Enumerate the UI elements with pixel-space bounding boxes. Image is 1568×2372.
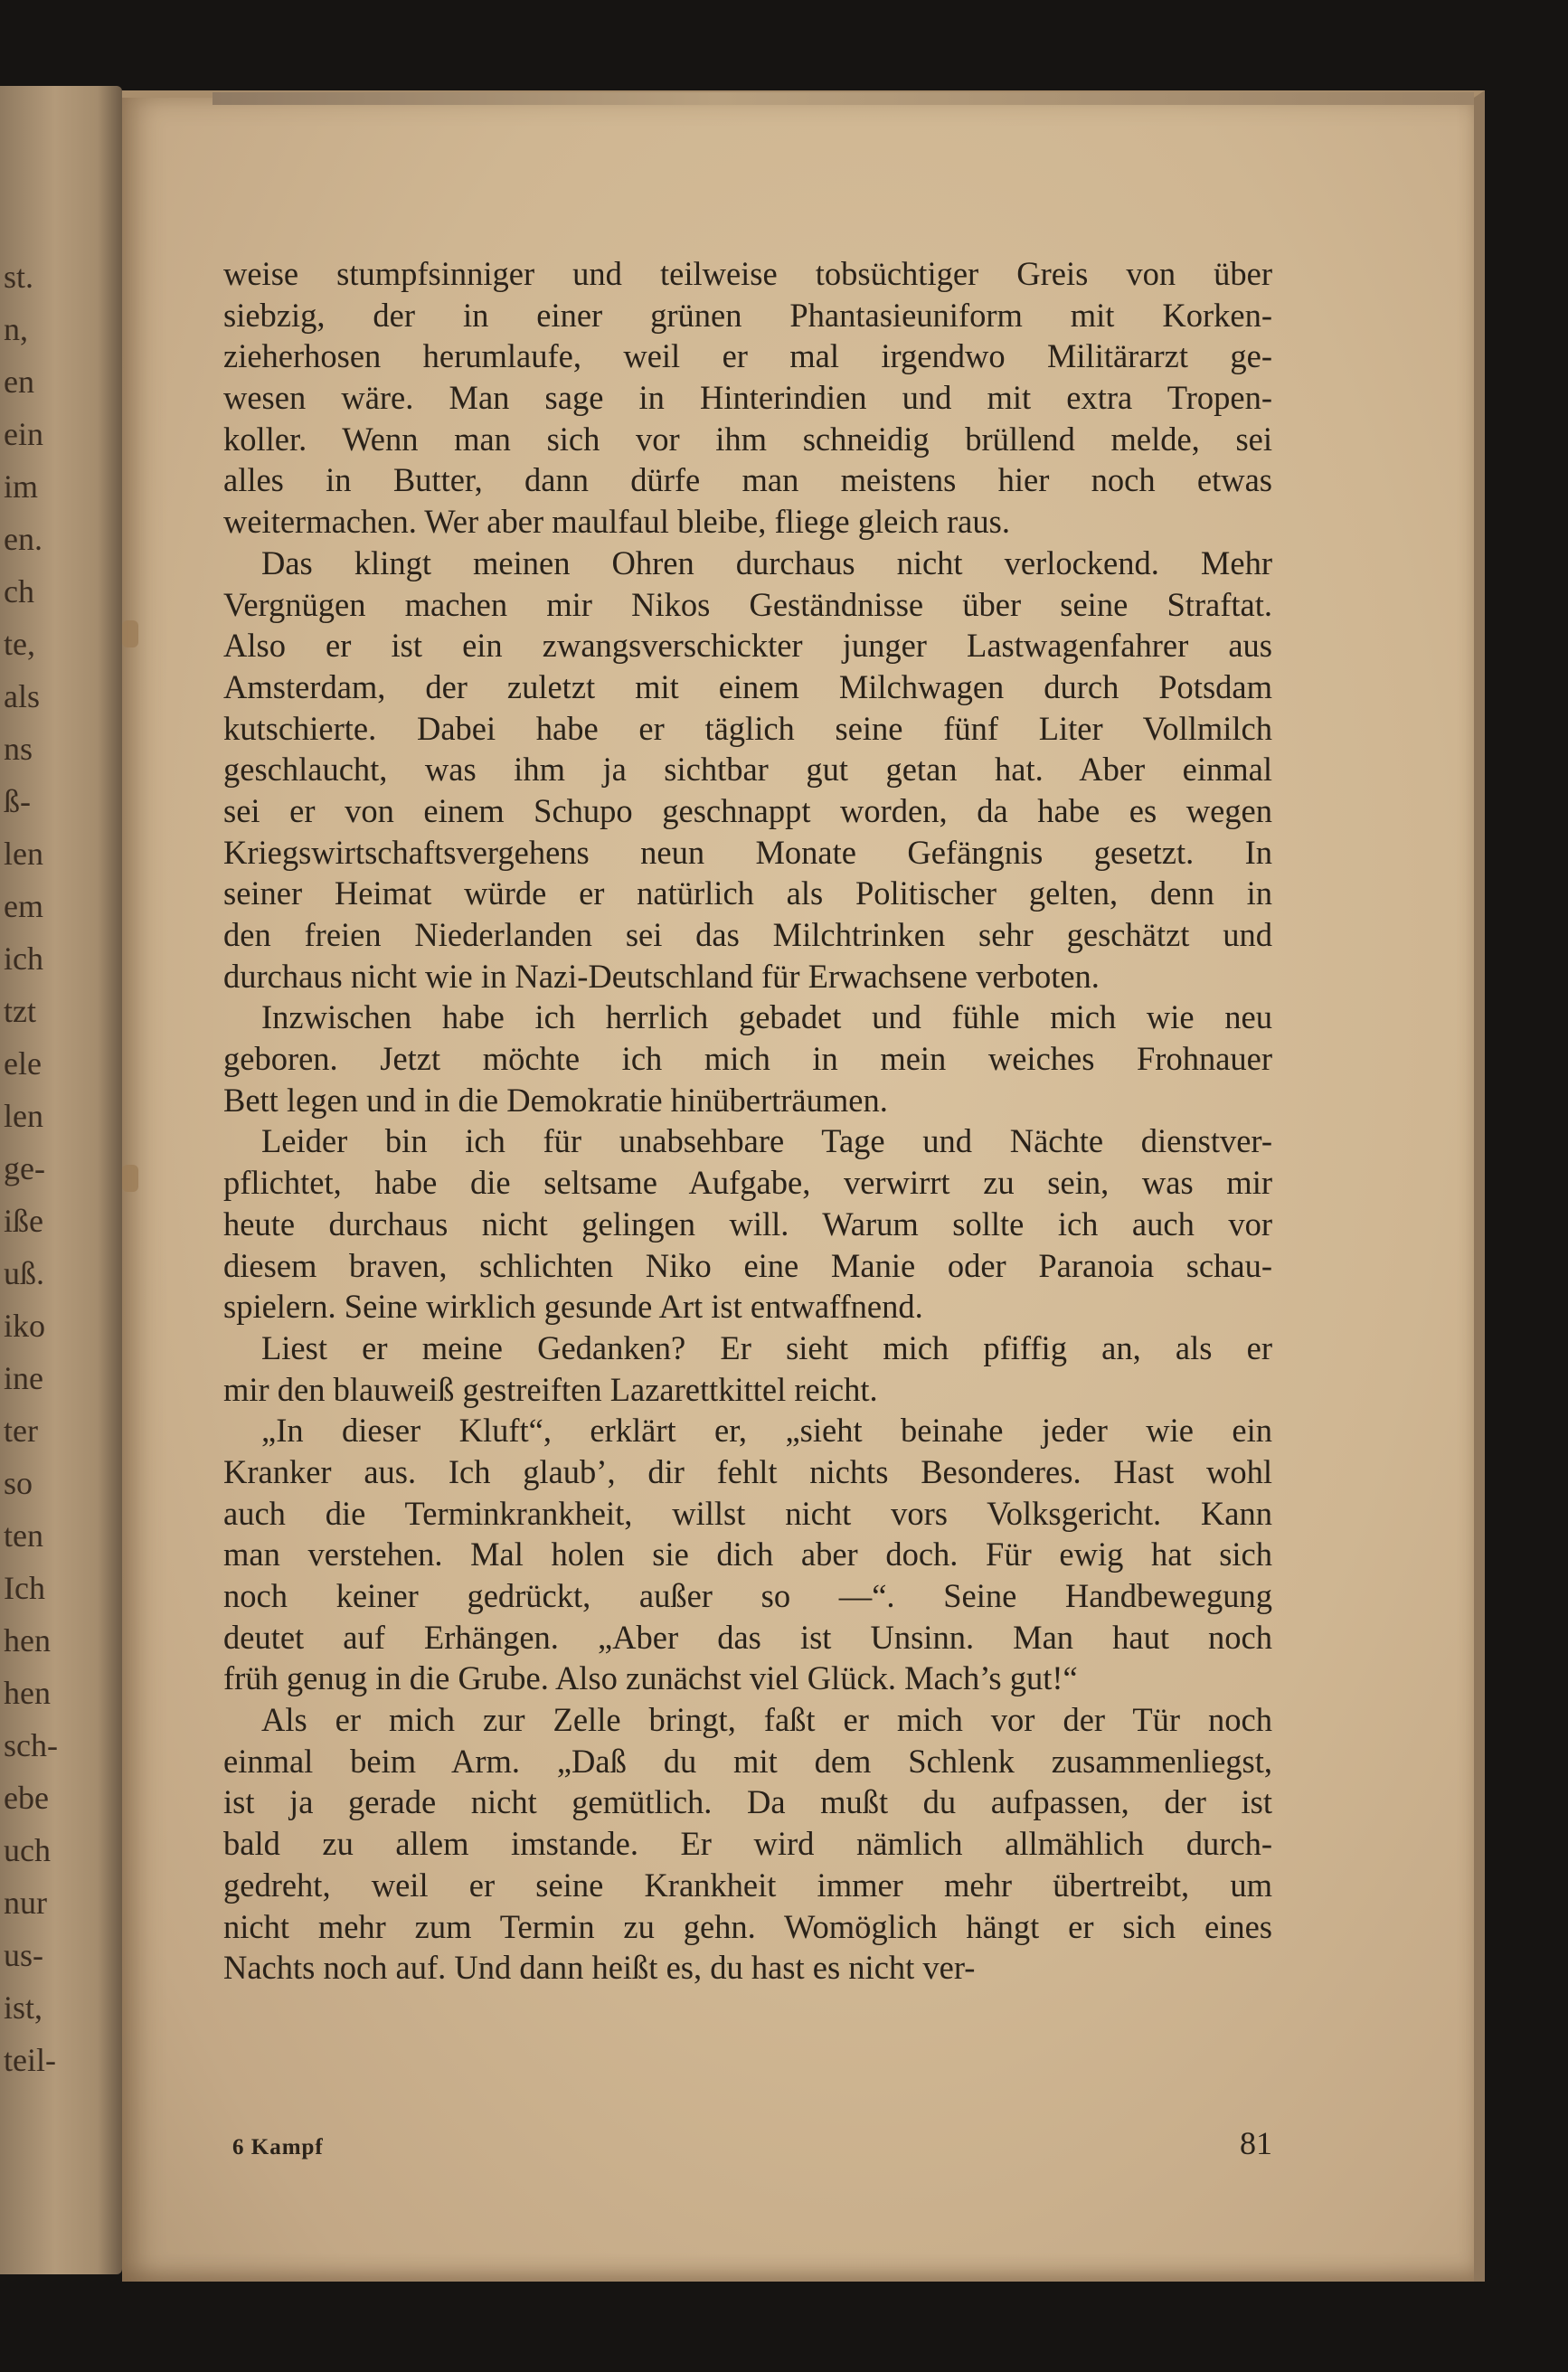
- text-line: weitermachen. Wer aber maulfaul bleibe, fliege gleich raus.: [223, 503, 1010, 541]
- previous-page-fragment: ein: [4, 416, 43, 452]
- previous-page-fragment: ich: [4, 940, 43, 977]
- previous-page-fragment: ter: [4, 1413, 38, 1449]
- text-line: Liest er meine Gedanken? Er sieht mich pfiffig an, als er: [261, 1328, 1272, 1366]
- text-line: deutet auf Erhängen. „Aber das ist Unsinn. Man haut noch: [223, 1618, 1272, 1656]
- text-line: den freien Niederlanden sei das Milchtrinken sehr geschätzt und: [223, 916, 1272, 953]
- text-line: Nachts noch auf. Und dann heißt es, du hast es nicht ver-: [223, 1949, 976, 1987]
- text-line: durchaus nicht wie in Nazi-Deutschland für Erwachsene verboten.: [223, 957, 1100, 995]
- previous-page-fragment: ß-: [4, 783, 31, 819]
- text-line: mir den blauweiß gestreiften Lazarettkittel reicht.: [223, 1370, 878, 1408]
- text-line: pflichtet, habe die seltsame Aufgabe, verwirrt zu sein, was mir: [223, 1164, 1272, 1202]
- previous-page-fragment: teil-: [4, 2042, 56, 2078]
- gutter-mark: [122, 1165, 138, 1192]
- previous-page-fragment: sch-: [4, 1727, 58, 1763]
- previous-page-fragment: ns: [4, 731, 33, 767]
- page-top-edge: [213, 92, 1474, 105]
- text-line: Das klingt meinen Ohren durchaus nicht verlockend. Mehr: [261, 543, 1272, 581]
- previous-page-fragment: Ich: [4, 1570, 45, 1606]
- text-line: diesem braven, schlichten Niko eine Manie oder Paranoia schau-: [223, 1246, 1272, 1284]
- gutter-mark: [122, 620, 138, 647]
- text-line: weise stumpfsinniger und teilweise tobsüchtiger Greis von über: [223, 255, 1272, 292]
- text-line: wesen wäre. Man sage in Hinterindien und mit extra Tropen-: [223, 379, 1272, 417]
- previous-page-fragment: st.: [4, 259, 34, 295]
- text-line: auch die Terminkrankheit, willst nicht vors Volksgericht. Kann: [223, 1494, 1272, 1532]
- previous-page-fragment: ele: [4, 1045, 42, 1082]
- previous-page-edge: [0, 86, 122, 2274]
- previous-page-fragment: iße: [4, 1203, 43, 1239]
- text-line: ist ja gerade nicht gemütlich. Da mußt du aufpassen, der ist: [223, 1783, 1272, 1821]
- previous-page-fragment: als: [4, 678, 40, 714]
- text-line: Kriegswirtschaftsvergehens neun Monate Gefängnis gesetzt. In: [223, 833, 1272, 871]
- previous-page-fragment: ebe: [4, 1780, 49, 1816]
- text-line: geschlaucht, was ihm ja sichtbar gut getan hat. Aber einmal: [223, 751, 1272, 789]
- previous-page-fragment: ten: [4, 1517, 43, 1554]
- previous-page-fragment: uß.: [4, 1255, 44, 1291]
- text-line: seiner Heimat würde er natürlich als Politischer gelten, denn in: [223, 874, 1272, 912]
- book-page: [122, 90, 1485, 2282]
- text-line: alles in Butter, dann dürfe man meistens hier noch etwas: [223, 461, 1272, 499]
- previous-page-fragment: en: [4, 364, 34, 400]
- text-line: sei er von einem Schupo geschnappt worden, da habe es wegen: [223, 791, 1272, 829]
- previous-page-fragment: tzt: [4, 993, 36, 1029]
- text-line: Vergnügen machen mir Nikos Geständnisse über seine Straftat.: [223, 585, 1272, 623]
- previous-page-fragment: ge-: [4, 1150, 45, 1186]
- previous-page-fragment: len: [4, 836, 43, 872]
- previous-page-fragment: ch: [4, 573, 34, 610]
- body-text: [223, 253, 1272, 1989]
- text-line: spielern. Seine wirklich gesunde Art ist entwaffnend.: [223, 1288, 923, 1326]
- text-line: man verstehen. Mal holen sie dich aber doch. Für ewig hat sich: [223, 1536, 1272, 1573]
- text-line: noch keiner gedrückt, außer so —“. Seine Handbewegung: [223, 1577, 1272, 1614]
- text-line: koller. Wenn man sich vor ihm schneidig brüllend melde, sei: [223, 420, 1272, 458]
- text-line: Inzwischen habe ich herrlich gebadet und fühle mich wie neu: [261, 998, 1272, 1036]
- text-line: kutschierte. Dabei habe er täglich seine fünf Liter Vollmilch: [223, 709, 1272, 747]
- previous-page-fragment: hen: [4, 1622, 51, 1659]
- previous-page-fragment: so: [4, 1465, 33, 1501]
- text-line: „In dieser Kluft“, erklärt er, „sieht beinahe jeder wie ein: [261, 1412, 1272, 1450]
- text-line: Bett legen und in die Demokratie hinüberträumen.: [223, 1081, 888, 1119]
- previous-page-fragment: hen: [4, 1675, 51, 1711]
- previous-page-fragment: nur: [4, 1885, 47, 1921]
- text-line: Leider bin ich für unabsehbare Tage und Nächte dienstver-: [261, 1122, 1272, 1160]
- previous-page-fragment: em: [4, 888, 43, 924]
- page-number: 81: [1240, 2125, 1272, 2161]
- text-line: nicht mehr zum Termin zu gehn. Womöglich hängt er sich eines: [223, 1907, 1272, 1945]
- previous-page-fragment: im: [4, 468, 39, 505]
- text-line: bald zu allem imstande. Er wird nämlich allmählich durch-: [223, 1825, 1272, 1863]
- text-line: siebzig, der in einer grünen Phantasieuniform mit Korken-: [223, 296, 1272, 334]
- text-line: geboren. Jetzt möchte ich mich in mein weiches Frohnauer: [223, 1040, 1272, 1078]
- previous-page-fragment: us-: [4, 1937, 43, 1973]
- previous-page-fragment: en.: [4, 521, 43, 557]
- previous-page-fragment: n,: [4, 311, 28, 347]
- previous-page-fragment: uch: [4, 1832, 51, 1868]
- previous-page-fragment: ist,: [4, 1989, 43, 2026]
- text-line: Amsterdam, der zuletzt mit einem Milchwagen durch Potsdam: [223, 667, 1272, 705]
- text-line: zieherhosen herumlaufe, weil er mal irgendwo Militärarzt ge-: [223, 337, 1272, 375]
- text-line: einmal beim Arm. „Daß du mit dem Schlenk zusammenliegst,: [223, 1742, 1272, 1780]
- previous-page-fragment: ine: [4, 1360, 43, 1396]
- text-line: Kranker aus. Ich glaub’, dir fehlt nichts Besonderes. Hast wohl: [223, 1452, 1272, 1490]
- text-line: Als er mich zur Zelle bringt, faßt er mich vor der Tür noch: [261, 1701, 1272, 1739]
- text-line: früh genug in die Grube. Also zunächst viel Glück. Mach’s gut!“: [223, 1659, 1078, 1697]
- previous-page-fragment: len: [4, 1098, 43, 1134]
- signature-mark: 6 Kampf: [232, 2135, 324, 2159]
- text-line: gedreht, weil er seine Krankheit immer mehr übertreibt, um: [223, 1866, 1272, 1904]
- previous-page-fragment: te,: [4, 626, 35, 662]
- previous-page-fragment: iko: [4, 1308, 46, 1344]
- text-line: heute durchaus nicht gelingen will. Warum sollte ich auch vor: [223, 1205, 1272, 1243]
- text-line: Also er ist ein zwangsverschickter junger Lastwagenfahrer aus: [223, 627, 1272, 665]
- page-footer: [232, 2124, 1272, 2162]
